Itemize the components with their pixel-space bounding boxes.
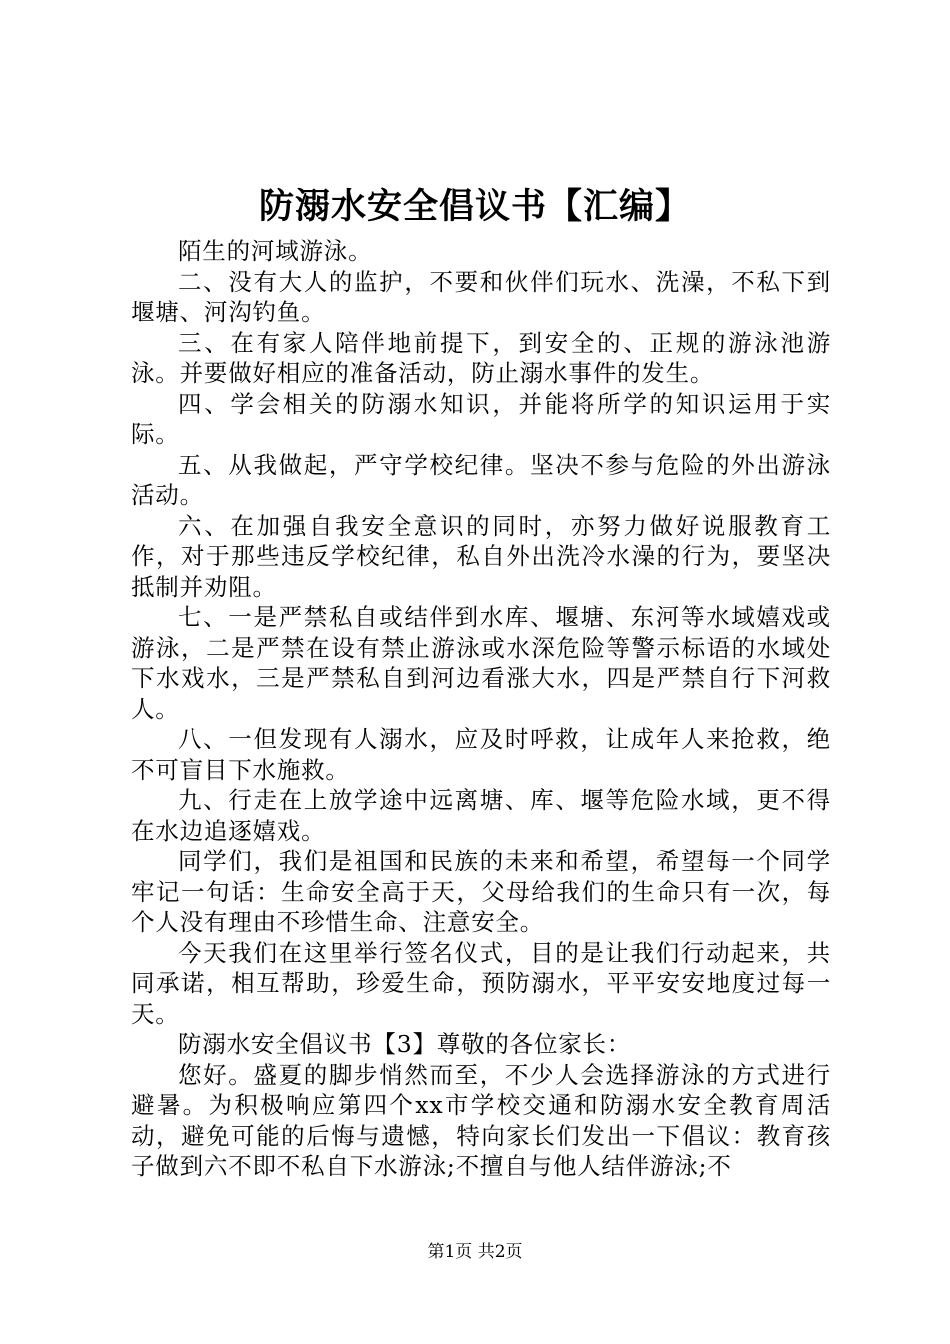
paragraph: 五、从我做起，严守学校纪律。坚决不参与危险的外出游泳活动。 (131, 450, 831, 509)
paragraph: 陌生的河域游泳。 (178, 237, 373, 265)
paragraph: 防溺水安全倡议书【3】尊敬的各位家长： (178, 1030, 632, 1058)
paragraph: 今天我们在这里举行签名仪式，目的是让我们行动起来，共同承诺，相互帮助，珍爱生命，预防溺水，平平安安地度过每一天。 (131, 938, 831, 1028)
paragraph: 七、一是严禁私自或结伴到水库、堰塘、东河等水域嬉戏或游泳，二是严禁在设有禁止游泳或水深危险等警示标语的水域处下水戏水，三是严禁私自到河边看涨大水，四是严禁自行下河救人。 (131, 603, 831, 723)
paragraph: 三、在有家人陪伴地前提下，到安全的、正规的游泳池游泳。并要做好相应的准备活动，防止溺水事件的发生。 (131, 328, 831, 387)
page-number-footer: 第1页 共2页 (427, 1242, 523, 1262)
paragraph: 九、行走在上放学途中远离塘、库、堰等危险水域，更不得在水边追逐嬉戏。 (131, 786, 831, 845)
paragraph: 您好。盛夏的脚步悄然而至，不少人会选择游泳的方式进行避暑。为积极响应第四个xx市学校交通和防溺水安全教育周活动，避免可能的后悔与遗憾，特向家长们发出一下倡议：教育孩子做到六不即不私自下水游泳;不擅自与他人结伴游泳;不 (131, 1060, 831, 1180)
document-body (131, 236, 831, 1182)
document-title: 防溺水安全倡议书【汇编】 (258, 186, 691, 227)
paragraph: 八、一但发现有人溺水，应及时呼救，让成年人来抢救，绝不可盲目下水施救。 (131, 725, 831, 784)
paragraph: 六、在加强自我安全意识的同时，亦努力做好说服教育工作，对于那些违反学校纪律，私自外出洗冷水澡的行为，要坚决抵制并劝阻。 (131, 511, 831, 601)
paragraph: 四、学会相关的防溺水知识，并能将所学的知识运用于实际。 (131, 389, 831, 448)
paragraph: 二、没有大人的监护，不要和伙伴们玩水、洗澡，不私下到堰塘、河沟钓鱼。 (131, 267, 831, 326)
paragraph: 同学们，我们是祖国和民族的未来和希望，希望每一个同学牢记一句话：生命安全高于天，父母给我们的生命只有一次，每个人没有理由不珍惜生命、注意安全。 (131, 847, 831, 936)
